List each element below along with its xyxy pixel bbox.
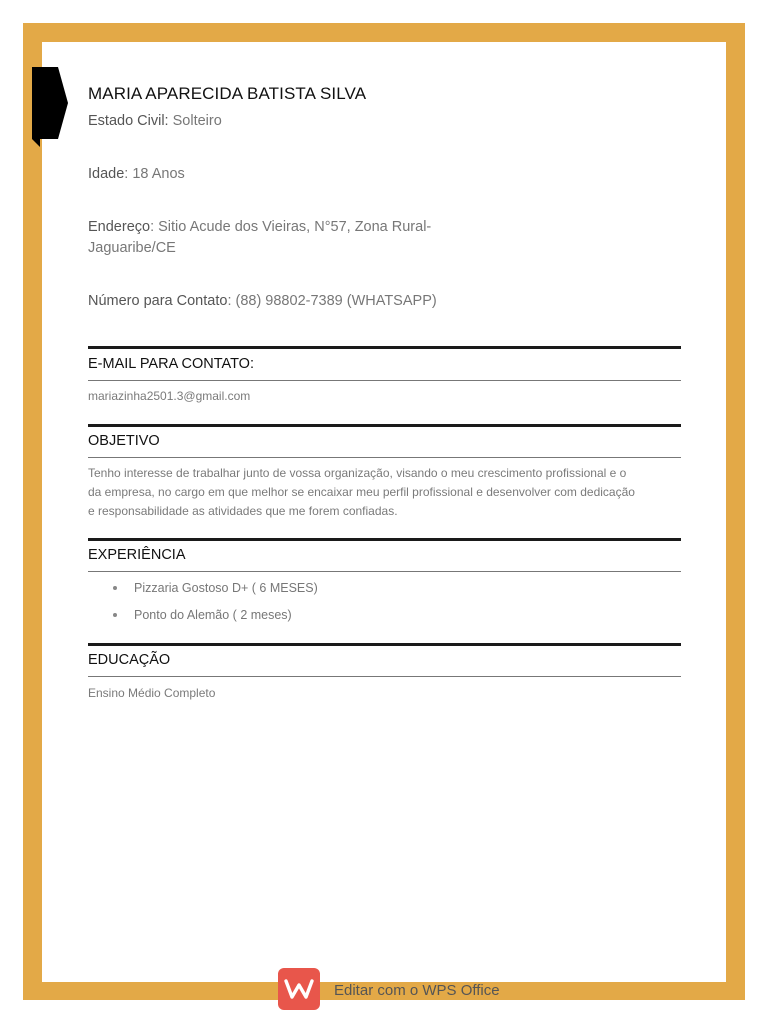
endereco-field [88,217,431,259]
experiencia-item: Ponto do Alemão ( 2 meses) [134,608,292,622]
experiencia-section-title: EXPERIÊNCIA [88,547,186,563]
section-underline [88,380,681,381]
wps-edit-label[interactable]: Editar com o WPS Office [334,981,500,999]
endereco-value-line1: : Sitio Acude dos Vieiras, N°57, Zona Rural- [150,219,432,235]
wps-w-glyph-icon [284,978,314,1000]
idade-value: : 18 Anos [124,166,185,182]
section-divider [88,538,681,541]
endereco-label: Endereço [88,219,151,235]
bullet-icon [113,586,117,590]
experiencia-item: Pizzaria Gostoso D+ ( 6 MESES) [134,581,318,595]
objetivo-section-title: OBJETIVO [88,433,160,449]
section-underline [88,676,681,677]
email-section-title: E-MAIL PARA CONTATO: [88,356,254,372]
estado-civil-label: Estado Civil: [88,113,169,129]
estado-civil-value: Solteiro [168,113,222,129]
endereco-value-line2: Jaguaribe/CE [88,240,176,256]
section-underline [88,457,681,458]
objetivo-line: e responsabilidade as atividades que me forem confiadas. [88,504,398,518]
ribbon-marker-icon [32,67,68,147]
estado-civil-field [88,111,222,132]
educacao-value: Ensino Médio Completo [88,686,216,700]
section-underline [88,571,681,572]
objetivo-text [88,464,635,521]
contato-label: Número para Contato [88,293,228,309]
list-item [88,605,318,632]
section-divider [88,643,681,646]
idade-label: Idade [88,166,125,182]
educacao-section-title: EDUCAÇÃO [88,652,171,668]
candidate-name: MARIA APARECIDA BATISTA SILVA [88,84,367,103]
experiencia-list [88,578,318,632]
bullet-icon [113,613,117,617]
idade-field [88,164,185,185]
objetivo-line: Tenho interesse de trabalhar junto de vossa organização, visando o meu crescimento profissional e o [88,466,627,480]
email-value: mariazinha2501.3@gmail.com [88,389,251,403]
contato-value: : (88) 98802-7389 (WHATSAPP) [227,293,437,309]
objetivo-line: da empresa, no cargo em que melhor se encaixar meu perfil profissional e desenvolver com dedicação [88,485,635,499]
section-divider [88,424,681,427]
wps-office-logo-icon[interactable] [278,968,320,1010]
wps-edit-banner[interactable] [278,968,500,1010]
section-divider [88,346,681,349]
contato-field [88,291,437,312]
list-item [88,578,318,605]
